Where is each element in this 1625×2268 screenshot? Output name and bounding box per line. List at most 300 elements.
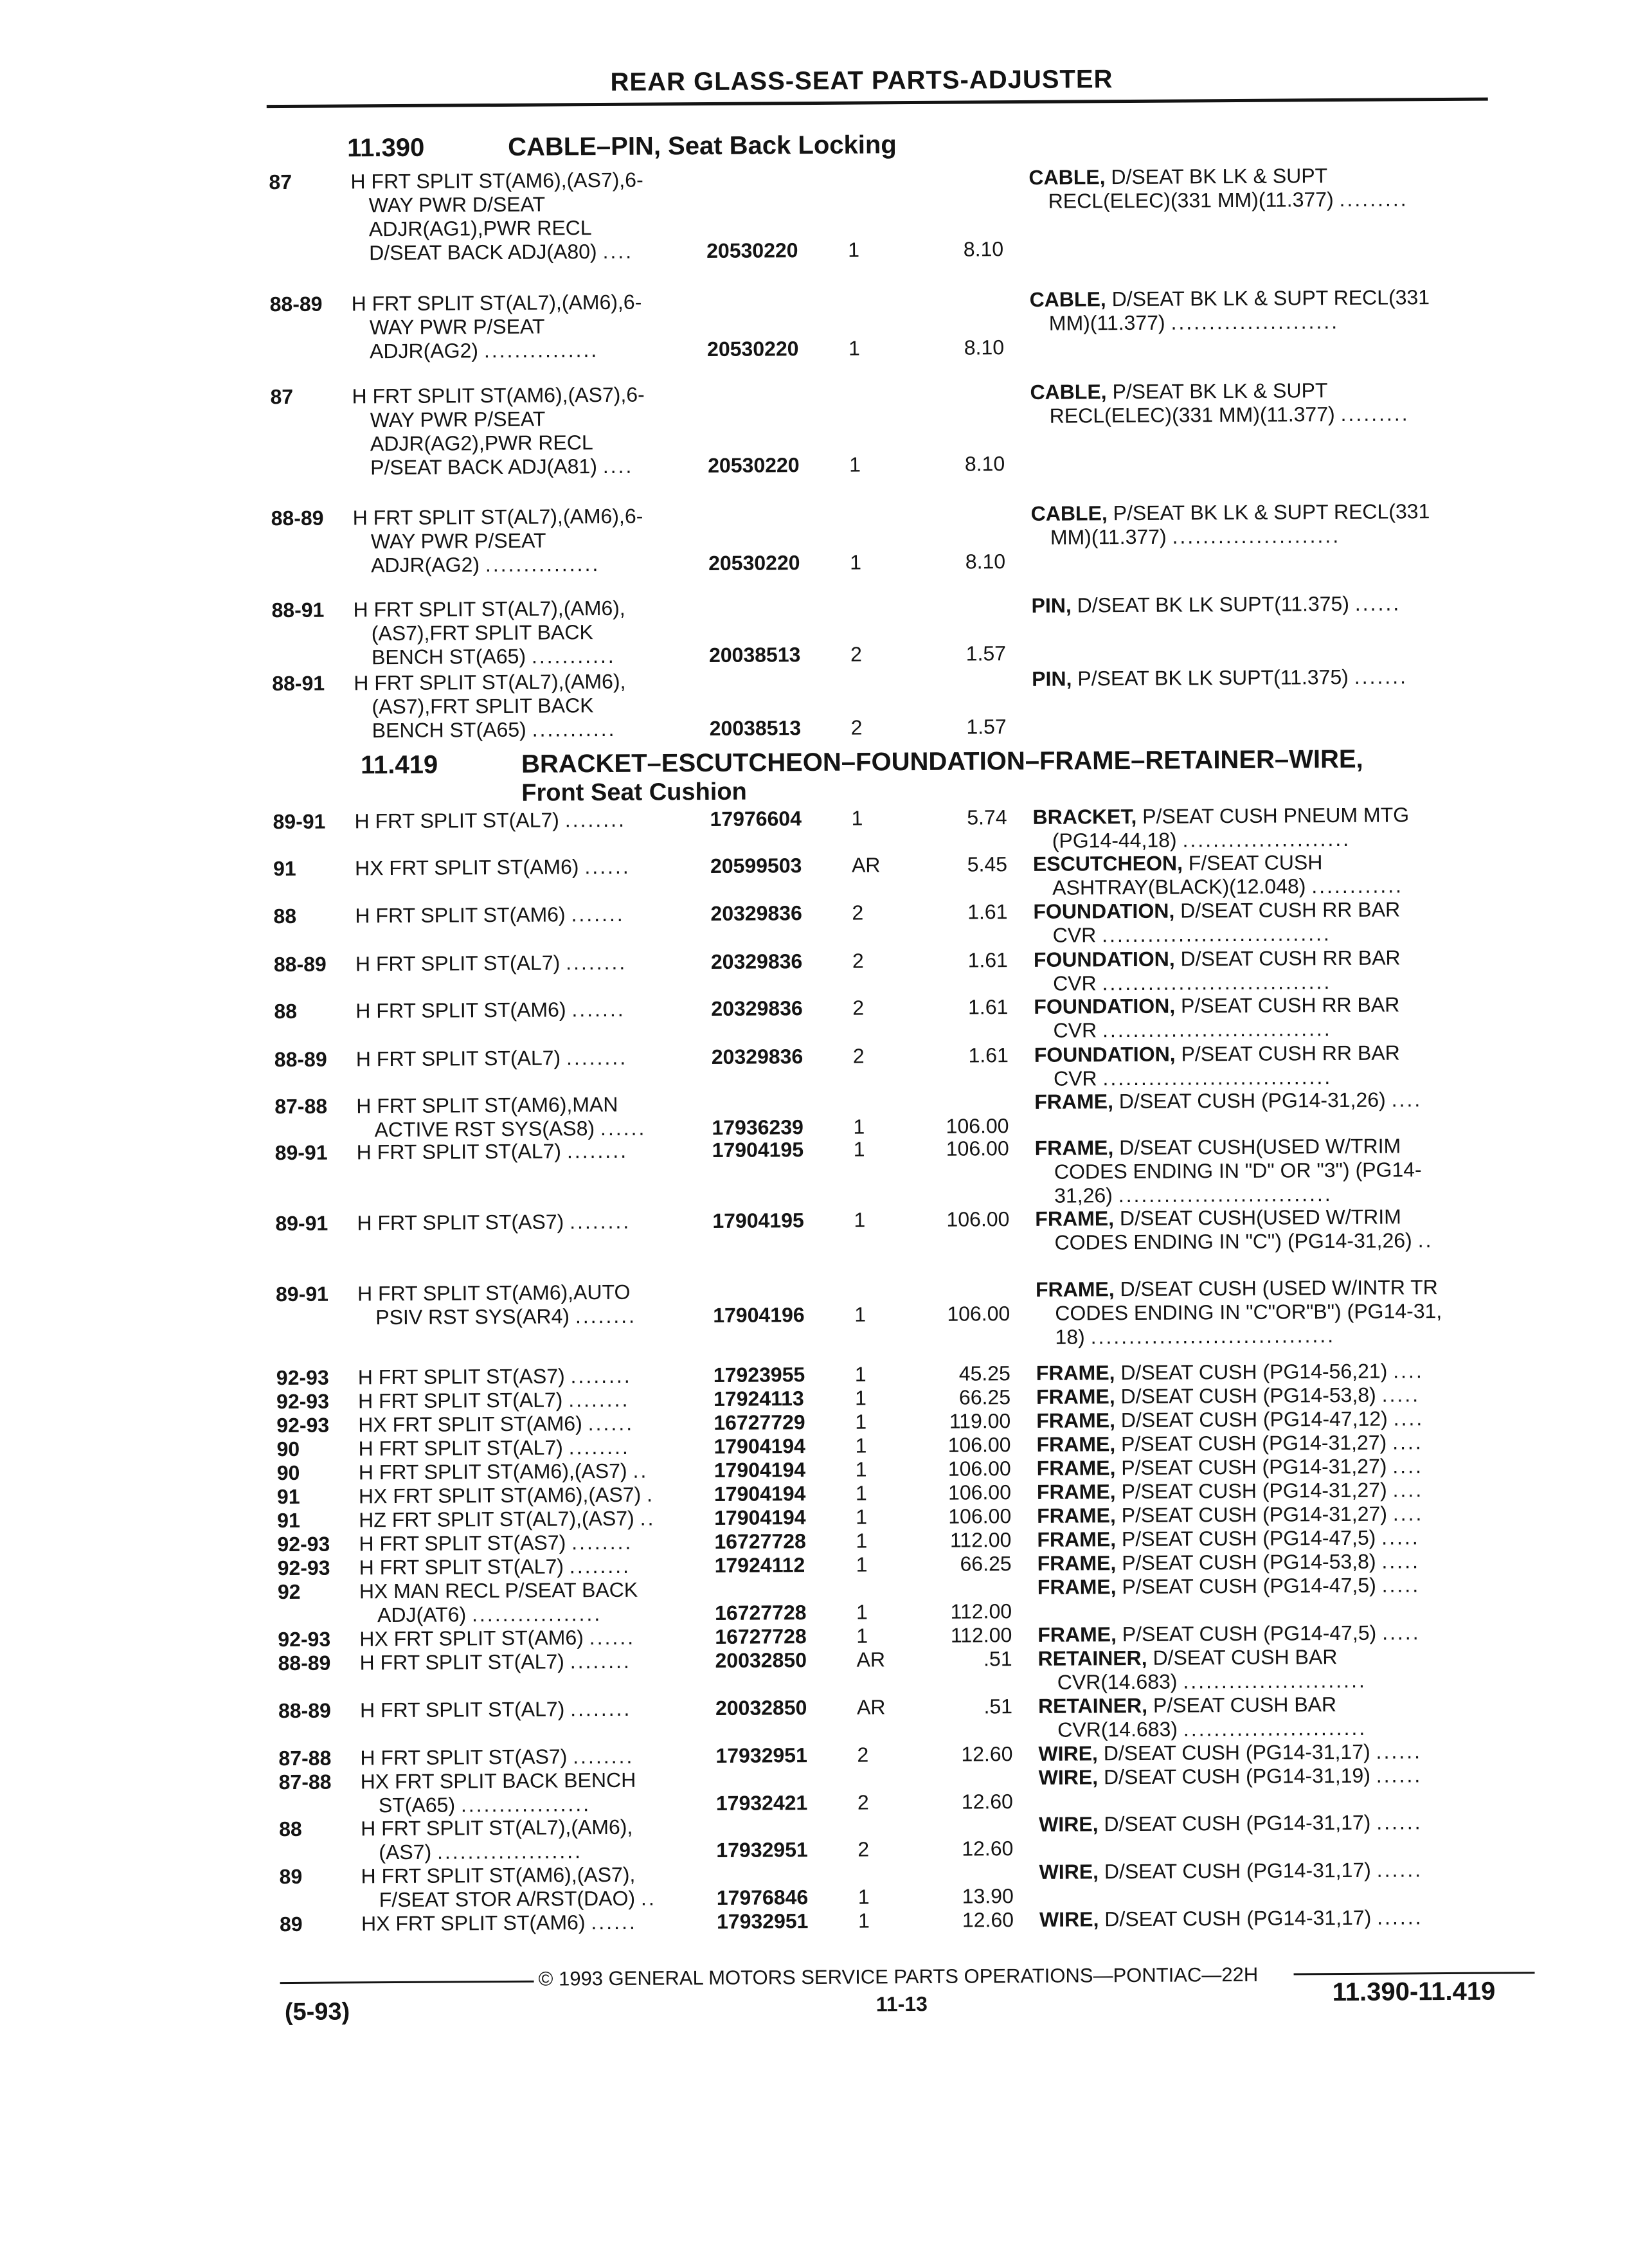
part-description-text: P/SEAT CUSH (PG14-31,27) [1120,1430,1387,1456]
part-name: PIN, [1032,667,1072,690]
model-year: 90 [276,1437,300,1461]
price: .51 [983,1647,1012,1671]
part-description-text: D/SEAT CUSH (PG14-31,17) [1104,1905,1372,1931]
part-number: 16727729 [714,1410,805,1434]
section-title: CABLE–PIN, Seat Back Locking [508,130,897,161]
quantity: 1 [854,1208,866,1232]
part-name: WIRE, [1039,1812,1099,1836]
part-description-text: CVR [1053,971,1097,995]
description-text: H FRT SPLIT ST(AM6),MAN [356,1092,618,1118]
part-description [1035,1204,1523,1255]
leader-dots: .............................. [1102,970,1332,995]
part-description-line [1037,1454,1525,1480]
part-description-line [1035,1228,1523,1255]
leader-dots: ...... [589,1625,636,1650]
part-description-line [1034,992,1522,1019]
part-name: CABLE, [1030,380,1107,404]
quantity: 1 [855,1410,867,1434]
description-text: WAY PWR P/SEAT [370,528,546,554]
part-number: 20329836 [711,996,803,1020]
description-line [351,192,685,217]
quantity: 1 [856,1600,868,1624]
price: 112.00 [949,1528,1012,1552]
leader-dots: ............... [485,552,600,577]
table-row [0,162,1625,265]
description-text: P/SEAT BACK ADJ(A81) [370,455,598,480]
part-description-line [1036,1430,1525,1457]
application-description [359,1506,693,1532]
part-description [1034,1040,1523,1091]
leader-dots: .. [640,1886,656,1910]
leader-dots: ...... [1376,1858,1423,1882]
part-number: 17936239 [712,1115,804,1139]
leader-dots: ...................... [1172,523,1341,548]
part-description-text: CVR(14.683) [1057,1717,1178,1742]
description-line [361,1886,696,1912]
section-number: 11.390 [347,133,425,163]
table-row [1,377,1625,480]
part-description-text: D/SEAT BK LK & SUPT [1111,164,1328,189]
leader-dots: ........ [570,1364,632,1388]
part-description-text: D/SEAT CUSH RR BAR [1180,946,1401,971]
price: 1.61 [968,1043,1009,1067]
table-row [9,1548,1625,1580]
quantity: 1 [855,1457,867,1481]
part-number: 17924112 [714,1553,805,1577]
leader-dots: ........................ [1183,1716,1367,1741]
description-line [354,669,688,695]
description-text: H FRT SPLIT ST(AM6) [355,903,566,928]
description-text: HZ FRT SPLIT ST(AL7),(AS7) [359,1506,634,1532]
leader-dots: ............................ [1118,1182,1333,1207]
part-name: ESCUTCHEON, [1032,851,1183,876]
part-number: 17976604 [710,807,802,831]
part-description [1032,802,1521,853]
description-line [352,454,687,480]
part-description [1037,1572,1526,1599]
description-line [355,997,690,1023]
table-row [4,849,1625,899]
part-description-text: D/SEAT CUSH (PG14-53,8) [1120,1383,1376,1408]
part-number: 20599503 [710,854,802,878]
section-title: BRACKET–ESCUTCHEON–FOUNDATION–FRAME–RETAINER–WIRE, [521,744,1363,779]
description-text: F/SEAT STOR A/RST(DAO) [379,1886,636,1912]
leader-dots: ................................ [1090,1324,1336,1349]
part-description [1038,1691,1527,1742]
part-name: WIRE, [1039,1907,1099,1931]
part-description-text: CVR [1052,923,1097,947]
part-description-line [1038,1668,1527,1695]
part-description-line [1034,1064,1523,1091]
leader-dots: .... [1393,1359,1424,1383]
part-description-text: P/SEAT CUSH (PG14-31,27) [1121,1502,1388,1527]
part-name: FRAME, [1036,1480,1116,1504]
leader-dots: ...... [1376,1763,1423,1787]
application-description [353,504,688,577]
application-description [359,1554,694,1580]
table-row [8,1477,1625,1509]
application-description [354,807,688,833]
model-year: 87 [270,384,294,409]
model-year: 89-91 [275,1282,329,1306]
model-year: 91 [277,1508,300,1533]
leader-dots: ....... [571,902,625,926]
part-description-line [1031,499,1520,526]
description-line [354,807,688,833]
description-line [360,1697,694,1722]
part-description-text: RECL(ELEC)(331 MM)(11.377) [1048,188,1334,213]
table-row [4,896,1625,947]
leader-dots: ........ [569,1554,631,1578]
part-description-line [1037,1525,1525,1552]
quantity: 2 [852,901,864,924]
part-description [1037,1644,1526,1695]
part-description [1033,849,1522,900]
model-year: 92 [277,1580,301,1604]
description-text: WAY PWR P/SEAT [369,314,545,339]
leader-dots: ........ [566,950,627,975]
part-description-text: D/SEAT CUSH(USED W/TRIM [1119,1134,1401,1160]
description-line [353,504,687,530]
model-year: 87-88 [278,1770,332,1794]
description-line [361,1839,695,1864]
part-description-line [1036,1358,1525,1385]
part-description [1037,1501,1525,1528]
price: 8.10 [964,336,1005,359]
leader-dots: ...... [1377,1905,1423,1929]
part-description-line [1033,897,1522,924]
part-name: FRAME, [1034,1136,1114,1160]
application-description [359,1578,694,1627]
application-description [353,596,688,669]
description-line [353,596,687,622]
quantity: 1 [853,1137,865,1161]
footer-date: (5-93) [284,1998,350,2026]
description-text: ADJR(AG2) [369,339,479,363]
part-description-line [1036,1299,1524,1326]
part-name: CABLE, [1029,287,1106,311]
description-line [354,693,688,719]
part-number: 17976846 [716,1886,809,1909]
part-number: 20032850 [715,1696,807,1720]
part-description [1031,499,1520,550]
part-description [1036,1430,1525,1457]
part-description [1033,897,1522,948]
part-description-line [1035,1181,1523,1208]
part-description-text: P/SEAT CUSH RR BAR [1181,1041,1400,1066]
description-line [358,1435,692,1461]
part-name: FRAME, [1036,1408,1116,1432]
model-year: 89-91 [275,1211,328,1236]
leader-dots: ...... [1354,591,1401,615]
part-number: 17904195 [712,1209,804,1232]
description-text: H FRT SPLIT ST(AS7) [360,1745,568,1770]
part-description-text: 31,26) [1054,1184,1113,1207]
description-line [351,215,685,241]
leader-dots: ........... [531,644,616,668]
part-description-line [1037,1644,1526,1671]
model-year: 88 [279,1817,302,1841]
model-year: 89-91 [274,1140,328,1165]
description-text: H FRT SPLIT ST(AM6),(AS7) [358,1459,627,1484]
part-description [1036,1382,1525,1409]
table-row [9,1619,1625,1652]
model-year: 91 [276,1484,300,1509]
part-description-text: MM)(11.377) [1048,310,1165,335]
leader-dots: ................. [460,1792,591,1817]
part-description-line [1034,1087,1523,1114]
application-description [359,1625,694,1651]
model-year: 87-88 [274,1094,328,1119]
description-text: ADJR(AG2) [371,553,480,577]
part-number: 20329836 [711,1045,804,1068]
model-year: 92-93 [276,1365,329,1390]
leader-dots: .... [1393,1407,1424,1430]
model-year: 88-91 [271,598,325,622]
part-name: FRAME, [1037,1575,1117,1599]
quantity: 1 [848,336,860,360]
description-text: HX FRT SPLIT ST(AM6),(AS7) [358,1482,642,1508]
part-description-line [1034,1016,1522,1043]
part-description-line [1033,849,1522,876]
part-number: 17904194 [714,1434,806,1458]
application-description [358,1411,692,1437]
description-line [350,168,685,194]
footer-copyright: © 1993 GENERAL MOTORS SERVICE PARTS OPERATIONS—PONTIAC—22H [538,1963,1259,1990]
table-row [9,1643,1625,1694]
description-line [358,1411,692,1437]
leader-dots: ........................ [1183,1668,1367,1693]
part-name: FRAME, [1036,1456,1116,1480]
model-year: 92-93 [277,1556,330,1580]
leader-dots: .. [1417,1228,1433,1252]
part-name: WIRE, [1039,1860,1099,1884]
description-text: ADJ(AT6) [377,1603,467,1627]
part-name: PIN, [1031,593,1072,617]
description-text: H FRT SPLIT ST(AL7),(AM6), [354,669,626,695]
table-row [10,1738,1625,1770]
table-row [3,663,1625,742]
description-text: H FRT SPLIT ST(AL7) [355,951,561,976]
quantity: 2 [850,716,863,739]
description-text: H FRT SPLIT ST(AM6),(AS7),6- [350,168,643,194]
description-text: ACTIVE RST SYS(AS8) [374,1117,595,1142]
price: 5.45 [967,852,1008,876]
model-year: 88-89 [278,1698,331,1723]
part-description-text: P/SEAT BK LK & SUPT RECL(331 [1113,500,1430,525]
description-text: H FRT SPLIT ST(AS7) [357,1364,565,1389]
description-text: D/SEAT BACK ADJ(A80) [369,240,597,265]
table-row [3,590,1625,669]
price: 13.90 [962,1884,1014,1908]
leader-dots: ................... [436,1839,583,1864]
part-description-line [1034,969,1522,996]
part-number: 20329836 [710,901,802,925]
quantity: 1 [851,806,863,830]
description-line [361,1792,695,1817]
leader-dots: ...... [584,854,631,879]
price: 5.74 [967,806,1007,829]
leader-dots: ........ [570,1209,631,1234]
part-description [1036,1406,1525,1433]
part-number: 17932421 [715,1791,808,1815]
part-description [1037,1549,1526,1576]
part-name: FOUNDATION, [1034,994,1176,1018]
part-description-text: MM)(11.377) [1050,525,1167,549]
part-description-text: D/SEAT CUSH(USED W/TRIM [1119,1205,1401,1230]
description-text: H FRT SPLIT ST(AL7) [359,1554,564,1580]
leader-dots: .... [1391,1088,1423,1112]
part-description-line [1039,1810,1527,1837]
model-year: 89-91 [273,809,326,834]
description-text: H FRT SPLIT ST(AS7) [357,1210,564,1235]
description-text: ST(A65) [378,1793,456,1817]
description-text: (AS7),FRT SPLIT BACK [372,694,594,719]
description-line [353,528,687,554]
description-text: WAY PWR P/SEAT [370,407,546,432]
quantity: 1 [853,1115,865,1138]
part-name: FRAME, [1037,1551,1117,1575]
table-row [6,1040,1625,1090]
part-number: 17904196 [713,1303,805,1327]
application-description [352,382,687,480]
price: 106.00 [947,1302,1010,1326]
part-description-text: CVR [1053,1018,1097,1042]
model-year: 91 [273,856,296,881]
leader-dots: ...... [1376,1810,1423,1834]
part-description-text: CVR [1053,1066,1097,1090]
leader-dots: ....... [1354,665,1408,688]
quantity: 2 [852,996,865,1020]
part-number: 17904194 [714,1482,806,1506]
table-row [8,1405,1625,1437]
model-year: 92-93 [277,1532,330,1556]
model-year: 88 [273,904,297,928]
part-description-text: CODES ENDING IN "C"OR"B") (PG14-31, [1055,1299,1442,1325]
table-row [7,1274,1625,1349]
price: .51 [983,1695,1013,1718]
part-name: CABLE, [1030,501,1108,525]
model-year: 92-93 [276,1413,330,1437]
part-description-line [1039,1905,1528,1932]
leader-dots: ........ [570,1697,632,1721]
part-description-text: (PG14-44,18) [1052,828,1177,852]
quantity: 2 [857,1743,869,1767]
part-name: WIRE, [1038,1765,1099,1789]
part-name: FRAME, [1036,1385,1115,1408]
leader-dots: ......... [1340,402,1410,426]
part-name: FOUNDATION, [1033,947,1175,971]
application-description [359,1530,693,1556]
description-text: H FRT SPLIT ST(AL7) [356,1139,562,1164]
application-description [361,1768,695,1817]
leader-dots: ...................... [1182,827,1351,852]
quantity: 1 [855,1434,867,1457]
part-number: 16727728 [714,1601,807,1625]
price: 106.00 [946,1207,1010,1231]
part-description-text: P/SEAT CUSH (PG14-53,8) [1122,1549,1376,1575]
table-row [10,1762,1625,1817]
price: 8.10 [965,550,1006,573]
leader-dots: ........ [568,1387,630,1412]
application-description [358,1387,692,1413]
part-description-line [1031,591,1520,618]
part-description-text: D/SEAT BK LK & SUPT RECL(331 [1111,285,1430,311]
table-row [1,284,1625,363]
price: 119.00 [949,1409,1011,1433]
part-description-text: D/SEAT CUSH (PG14-47,12) [1120,1407,1388,1432]
leader-dots: .... [1392,1430,1423,1454]
model-year: 90 [276,1461,300,1485]
part-number: 17932951 [716,1909,809,1933]
part-description-line [1036,1382,1525,1409]
description-text: H FRT SPLIT ST(AL7) [354,808,559,833]
leader-dots: ...... [591,1910,637,1934]
leader-dots: .... [1392,1502,1424,1526]
part-description-line [1037,1501,1525,1528]
leader-dots: ......... [1339,187,1408,211]
description-text: H FRT SPLIT ST(AL7) [355,1046,561,1071]
part-description-line [1036,1275,1524,1302]
part-name: FRAME, [1037,1623,1117,1646]
application-description [352,290,687,363]
part-number: 17904194 [714,1458,806,1482]
description-text: H FRT SPLIT ST(AL7),(AM6),6- [352,504,643,530]
description-line [359,1554,694,1580]
description-line [352,314,686,339]
description-line [352,290,686,316]
quantity: 2 [857,1837,870,1861]
part-description-line [1039,1857,1527,1884]
quantity: 2 [852,949,864,973]
table-row [8,1453,1625,1485]
part-description-line [1037,1549,1526,1576]
part-description-line [1036,1406,1525,1433]
part-description-line [1036,1322,1524,1349]
quantity: 1 [857,1885,870,1909]
part-description-line [1037,1477,1525,1504]
part-name: FRAME, [1035,1207,1115,1230]
part-description-text: CVR(14.683) [1057,1670,1178,1694]
price: 8.10 [963,237,1004,261]
table-row [11,1904,1625,1936]
description-line [356,1045,690,1071]
part-description [1034,1087,1523,1114]
table-row [10,1691,1625,1742]
application-description [361,1815,695,1864]
part-description [1028,163,1517,213]
price: 66.25 [960,1552,1012,1576]
description-line [361,1815,695,1841]
model-year: 92-93 [278,1627,331,1652]
part-description [1037,1525,1525,1552]
part-description-text: D/SEAT CUSH RR BAR [1180,897,1401,923]
quantity: 1 [854,1302,866,1326]
model-year: 88-91 [272,671,325,696]
application-description [356,1045,690,1071]
description-line [359,1649,694,1675]
description-line [353,552,687,577]
application-description [356,1092,690,1142]
price: 8.10 [964,452,1005,476]
leader-dots: ........... [532,717,616,741]
footer-page-number: 11-13 [875,1992,928,2016]
leader-dots: ...... [1376,1740,1423,1763]
description-text: H FRT SPLIT ST(AM6),AUTO [357,1280,631,1306]
part-description-text: P/SEAT BK LK & SUPT [1112,379,1328,404]
table-row [5,991,1625,1042]
application-description [360,1697,694,1722]
